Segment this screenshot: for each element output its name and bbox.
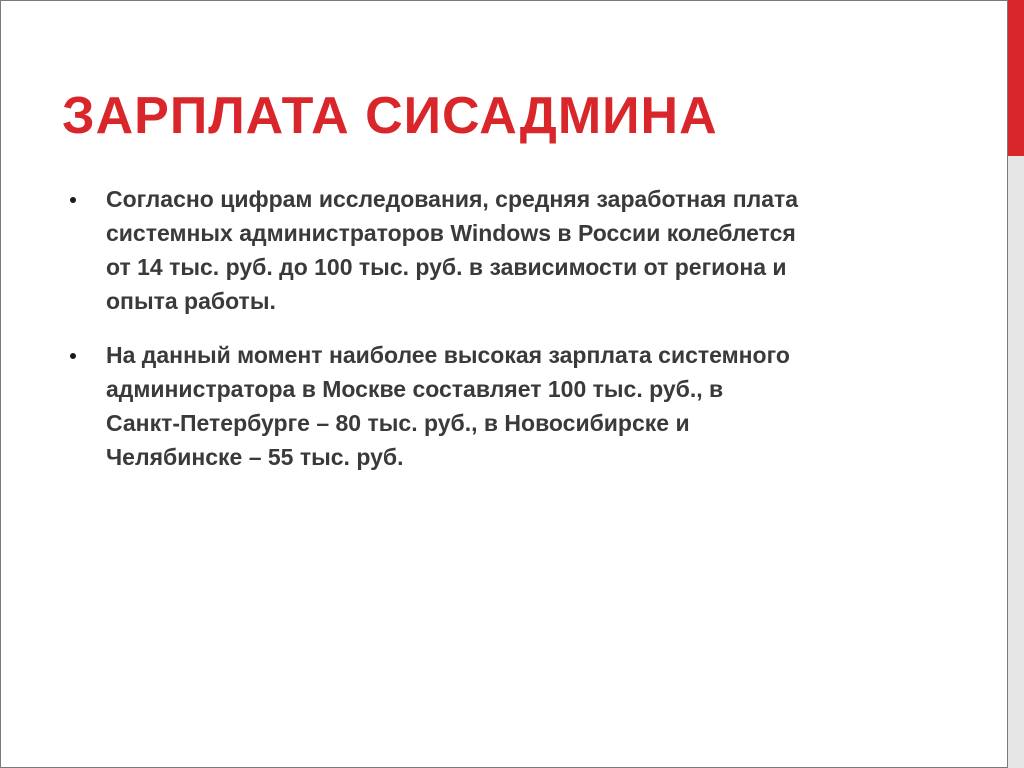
bullet-item bbox=[70, 182, 970, 318]
bullet-list bbox=[70, 182, 970, 494]
bullet-item bbox=[70, 338, 970, 474]
bullet-text: На данный момент наиболее высокая зарплата системного администратора в Москве составляет 100 тыс. руб., в Санкт-Петербурге – 80 тыс. руб., в Новосибирске и Челябинске – 55 тыс. руб. bbox=[106, 342, 790, 470]
accent-bar-gray bbox=[1008, 156, 1024, 768]
bullet-dot-icon bbox=[70, 353, 76, 359]
bullet-dot-icon bbox=[70, 197, 76, 203]
accent-bar-red bbox=[1008, 0, 1024, 156]
slide-title: ЗАРПЛАТА СИСАДМИНА bbox=[62, 87, 718, 145]
bullet-text: Согласно цифрам исследования, средняя заработная плата системных администраторов Windows в России колеблется от 14 тыс. руб. до 100 тыс. руб. в зависимости от региона и опыта работы. bbox=[106, 186, 799, 314]
